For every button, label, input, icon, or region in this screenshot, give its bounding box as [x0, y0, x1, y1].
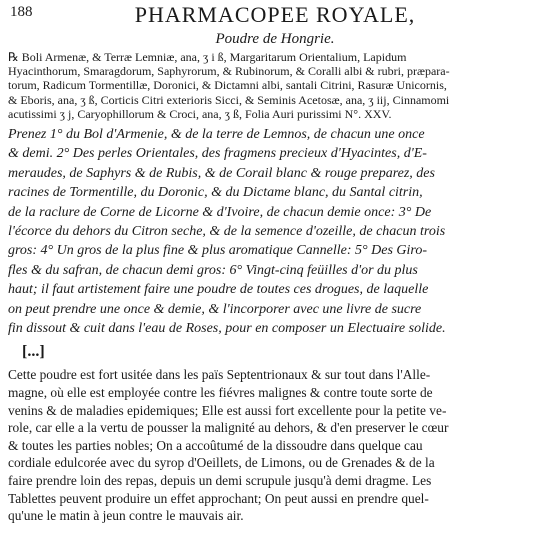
commentary-line: Cette poudre est fort usitée dans les païs Septentrionaux & sur tout dans l'Alle-: [8, 367, 431, 383]
instruction-line: meraudes, de Saphyrs & de Rubis, & de Corail blanc & rouge preparez, des: [8, 165, 435, 181]
instruction-line: & demi. 2° Des perles Orientales, des fragmens precieux d'Hyacintes, d'E-: [8, 146, 427, 162]
recipe-line: ℞ Boli Armenæ, & Terræ Lemniæ, ana, ʒ i ß, Margaritarum Orientalium, Lapidum: [8, 50, 407, 64]
commentary-line: Tablettes peuvent produire un effet approchant; On peut aussi en prendre quel-: [8, 490, 429, 506]
instruction-line: haut; il faut artistement faire une poudre de toutes ces drogues, de laquelle: [8, 282, 429, 298]
recipe-line: Hyacinthorum, Smaragdorum, Saphyrorum, & Rubinorum, & Coralli albi & rubri, præpara-: [8, 64, 450, 79]
instruction-line: gros: 4° Un gros de la plus fine & plus aromatique Cannelle: 5° Des Giro-: [8, 243, 427, 259]
latin-recipe: [8, 50, 542, 121]
section-title: Poudre de Hongrie.: [215, 31, 335, 47]
commentary-line: venins & de maladies epidemiques; Elle est aussi fort excellente pour la petite ve-: [8, 402, 447, 418]
commentary-line: qu'une le matin à jeun contre le mauvais air.: [8, 508, 244, 524]
instruction-line: on peut prendre une once & demie, & l'incorporer avec une livre de sucre: [8, 301, 422, 317]
french-instructions: [8, 125, 542, 338]
instruction-line: l'écorce du dehors du Citron seche, & de la semence d'ozeille, de chacun trois: [8, 224, 446, 240]
page-header: [8, 2, 542, 30]
instruction-line: de la raclure de Corne de Licorne & d'Ivoire, de chacun demie once: 3° De: [8, 204, 432, 220]
omission-marker: [...]: [22, 343, 45, 361]
commentary-line: cordiale edulcorée avec du syrop d'Oeillets, de Limons, ou de Grenades & de la: [8, 455, 435, 471]
instruction-line: Prenez 1° du Bol d'Armenie, & de la terre de Lemnos, de chacun une once: [8, 127, 425, 143]
commentary-line: role, car elle a la vertu de pousser la malignité au dehors, & d'en preserver le cœur: [8, 420, 449, 436]
commentary-line: & toutes les parties nobles; On a accoûtumé de la dissoudre dans quelque cau: [8, 437, 423, 453]
recipe-line: acutissimi ʒ j, Caryophillorum & Croci, ana, ʒ ß, Folia Auri purissimi N°. XXV.: [8, 106, 392, 121]
commentary-line: magne, où elle est employée contre les fiévres malignes & contre toute sorte de: [8, 385, 433, 401]
instruction-line: racines de Tormentille, du Doronic, & du Dictame blanc, du Santal citrin,: [8, 185, 423, 201]
recipe-line: torum, Radicum Tormentillæ, Doronici, & Dictamni albi, santali Citrini, Rasuræ Unicornis,: [8, 78, 447, 93]
instruction-line: fles & du safran, de chacun demi gros: 6° Vingt-cinq feüilles d'or du plus: [8, 262, 418, 278]
instruction-line: fin dissout & cuit dans l'eau de Roses, pour en composer un Electuaire solide.: [8, 321, 446, 337]
page-number: 188: [10, 4, 33, 20]
recipe-line: & Eboris, ana, ʒ ß, Corticis Citri exterioris Sicci, & Seminis Acetosæ, ana, ʒ iij, Cinnamomi: [8, 92, 450, 107]
commentary-line: faire prendre loin des repas, depuis un demi scrupule jusqu'à demi dragme. Les: [8, 473, 432, 489]
commentary-paragraph: [8, 366, 542, 524]
running-title: PHARMACOPEE ROYALE,: [134, 2, 416, 27]
